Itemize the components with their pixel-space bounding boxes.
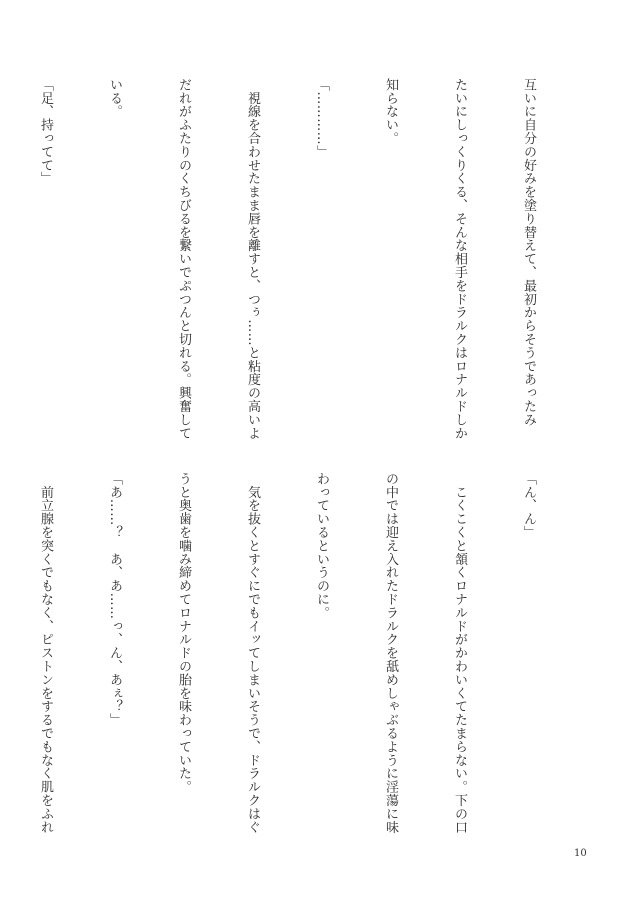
text-line: うと奥歯を噛み締めてロナルドの胎を味わっていた。 — [176, 472, 191, 794]
text-line: いる。 — [107, 78, 122, 119]
text-line: たいにしっくりくる、そんな相手をドラルクはロナルドしか — [452, 78, 467, 440]
text-line: 「ん、ん」 — [521, 472, 536, 539]
lower-text-block — [38, 472, 586, 848]
text-line: 「あ……？ あ、あ……っ、ん、あぇ？」 — [107, 472, 122, 727]
text-line: だれがふたりのくちびるを繋いでぷつんと切れる。興奮して — [176, 78, 191, 440]
page-number: 10 — [574, 848, 587, 859]
text-line: 視線を合わせたまま唇を離すと、つぅ……と粘度の高いよ — [245, 78, 260, 440]
text-line: こくこくと頷くロナルドがかわいくてたまらない。下の口 — [452, 472, 467, 834]
text-line: 気を抜くとすぐにでもイッてしまいそうで、ドラルクはぐ — [245, 472, 260, 834]
text-line: 互いに自分の好みを塗り替えて、最初からそうであったみ — [521, 78, 536, 427]
text-line: 知らない。 — [383, 78, 398, 145]
text-line: の中では迎え入れたドラルクを舐めしゃぶるように淫蕩に味 — [383, 472, 398, 834]
text-line: わっているというのに。 — [314, 472, 329, 620]
text-line: 「…………」 — [314, 78, 329, 159]
text-line: 「足、持ってて」 — [38, 78, 53, 186]
text-line: 前立腺を突くでもなく、ピストンをするでもなく肌をふれ — [38, 472, 53, 834]
upper-text-block — [38, 78, 586, 454]
